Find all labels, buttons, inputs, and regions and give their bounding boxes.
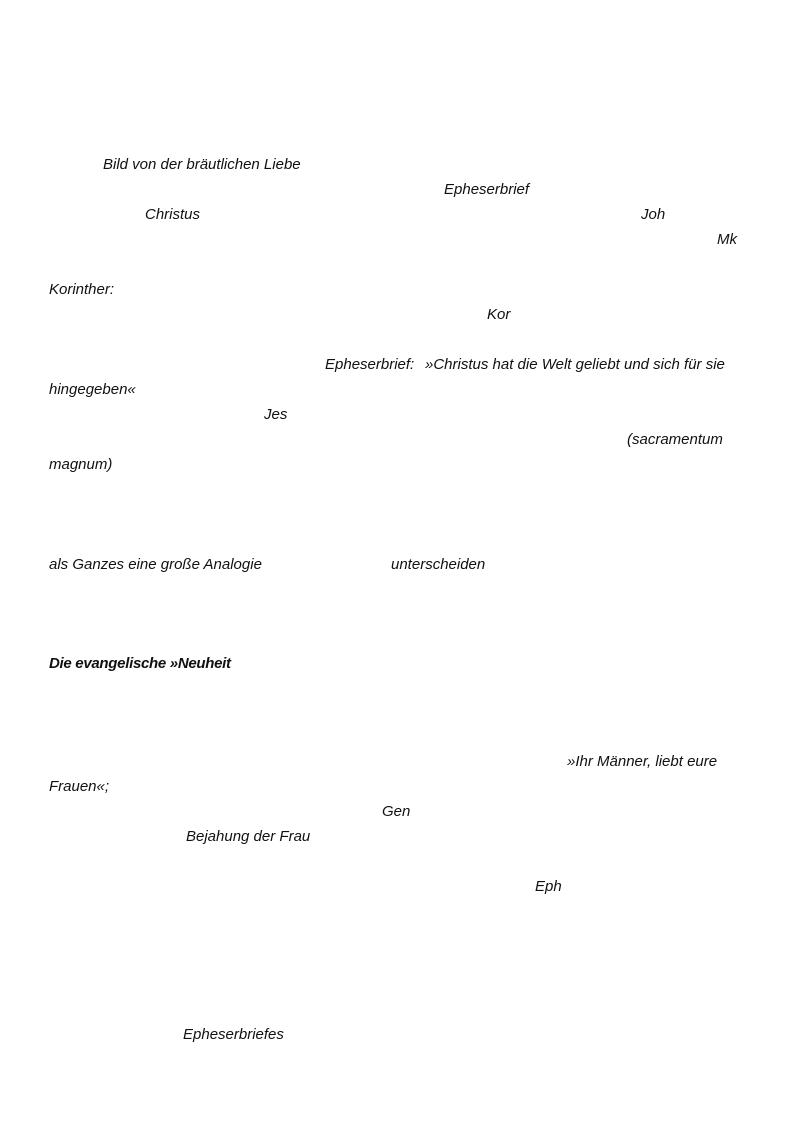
text-fragment: Epheserbrief [444, 181, 530, 198]
text-fragment: hingegeben« [49, 381, 136, 398]
text-fragment: Korinther: [49, 281, 115, 298]
text-fragment: »Ihr Männer, liebt eure [567, 753, 718, 770]
text-fragment: »Christus hat die Welt geliebt und sich für sie [425, 356, 725, 373]
text-fragment: (sacramentum [627, 431, 723, 448]
text-fragment: Christus [145, 206, 201, 223]
text-fragment: Gen [382, 803, 411, 820]
text-fragment: Epheserbrief: [325, 356, 415, 373]
text-fragment: als Ganzes eine große Analogie [49, 556, 262, 573]
text-fragment: Kor [487, 306, 511, 323]
text-fragment: unterscheiden [391, 556, 486, 573]
text-fragment: Bild von der bräutlichen Liebe [103, 156, 301, 173]
text-fragment: Epheserbriefes [183, 1026, 284, 1043]
text-fragment: Frauen«; [49, 778, 110, 795]
text-fragment: Eph [535, 878, 562, 895]
text-fragment: magnum) [49, 456, 113, 473]
section-heading: Die evangelische »Neuheit [49, 655, 231, 672]
text-fragment: Mk [717, 231, 737, 248]
text-fragment: Jes [264, 406, 288, 423]
text-fragment: Joh [641, 206, 666, 223]
text-fragment: Bejahung der Frau [186, 828, 311, 845]
